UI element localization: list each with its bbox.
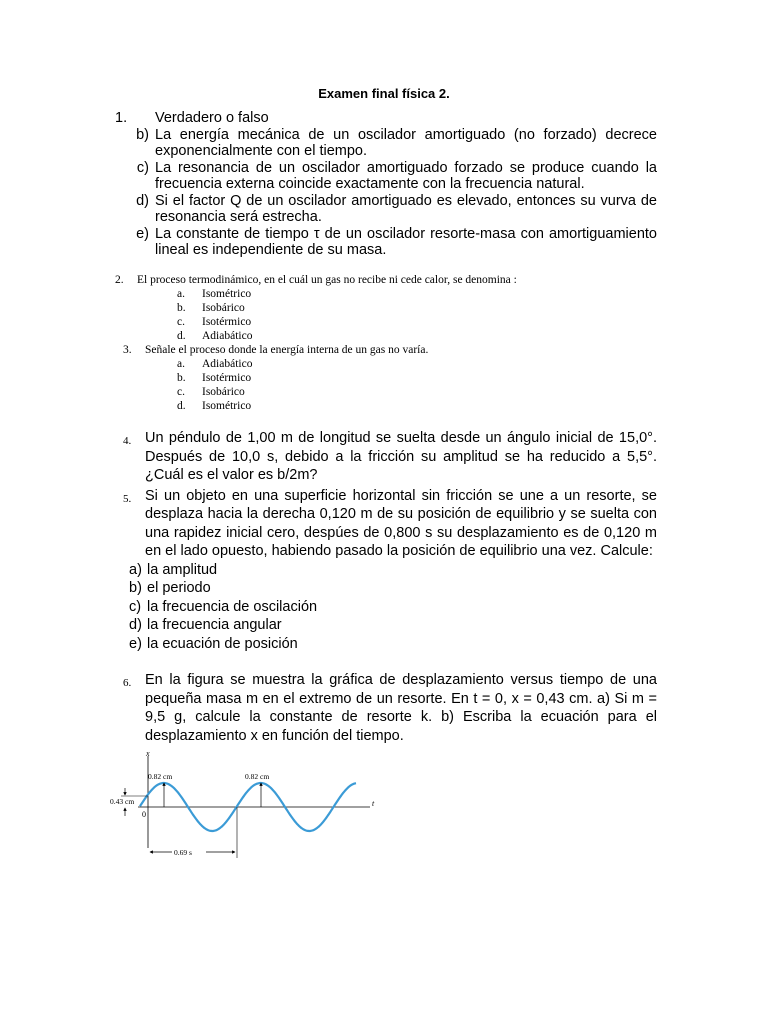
- item-label: c): [136, 159, 149, 176]
- question-1: [115, 110, 657, 259]
- item-text: la frecuencia angular: [147, 617, 282, 633]
- item-label: d): [136, 192, 149, 209]
- option-label: b.: [177, 372, 186, 384]
- option-text: Isotérmico: [202, 372, 252, 384]
- question-5-number: 5.: [123, 492, 132, 505]
- x-axis-label: x: [146, 749, 150, 758]
- option: [177, 287, 517, 301]
- item-text: el periodo: [147, 580, 211, 596]
- question-6: [123, 671, 657, 745]
- amplitude-label-2: 0.82 cm: [245, 772, 270, 781]
- question-1-item: [115, 226, 657, 259]
- initial-displacement-label: 0.43 cm: [110, 797, 135, 806]
- t-axis-label: t: [372, 799, 375, 808]
- item-label: b): [136, 126, 149, 143]
- option: [177, 399, 428, 413]
- option-text: Adiabático: [202, 330, 253, 342]
- question-6-text: En la figura se muestra la gráfica de desplazamiento versus tiempo de una pequeña masa m en el extremo de un resorte. En t = 0, x = 0,43 cm. a) Si m = 9,5 g, calcule la constante de resorte k. b) Escriba la ecuación para el desplazamiento x en función del tiempo.: [145, 672, 657, 744]
- option-label: c.: [177, 386, 185, 398]
- item-text: La energía mecánica de un oscilador amortiguado (no forzado) decrece exponencialmente con el tiempo.: [155, 126, 657, 159]
- exam-title: Examen final física 2.: [318, 86, 450, 101]
- item-label: e): [129, 635, 142, 652]
- item-label: c): [129, 598, 142, 615]
- option-label: d.: [177, 330, 186, 342]
- item-text: la ecuación de posición: [147, 635, 298, 652]
- option: [177, 357, 428, 371]
- question-5-text: Si un objeto en una superficie horizontal sin fricción se une a un resorte, se desplaza hacia la derecha 0,120 m de su posición de equilibrio y se suelta con una rapidez inicial cero, despúes de 0,800 s su desplazamiento es de 0,120 m en el lado opuesto, habiendo pasado la posición de equilibrio una vez. Calcule:: [145, 487, 657, 559]
- option-label: d.: [177, 400, 186, 412]
- option: [177, 371, 428, 385]
- question-3-number: 3.: [123, 344, 132, 356]
- question-1-item: [115, 193, 657, 226]
- question-5: [123, 487, 657, 561]
- option: [177, 301, 517, 315]
- option: [177, 315, 517, 329]
- amplitude-label-1: 0.82 cm: [148, 772, 173, 781]
- period-label: 0.69 s: [174, 848, 192, 857]
- option-text: Isométrico: [202, 288, 252, 300]
- question-4-5: [123, 429, 657, 653]
- question-5-item: [121, 616, 657, 635]
- item-label: b): [129, 580, 142, 596]
- option-text: Isométrico: [202, 400, 252, 412]
- option-text: Isotérmico: [202, 316, 252, 328]
- question-2-text: El proceso termodinámico, en el cuál un gas no recibe ni cede calor, se denomina :: [137, 274, 517, 286]
- item-text: La resonancia de un oscilador amortiguado forzado se produce cuando la frecuencia externa coincide exactamente con la frecuencia natural.: [155, 159, 657, 192]
- question-5-items: [121, 561, 657, 654]
- question-5-item: [121, 561, 657, 580]
- question-1-item: [115, 160, 657, 193]
- item-label: e): [136, 225, 149, 242]
- question-1-heading-text: Verdadero o falso: [155, 110, 269, 126]
- question-6-number: 6.: [123, 677, 132, 689]
- question-2: [115, 273, 517, 343]
- displacement-time-figure: [108, 748, 392, 860]
- option-label: c.: [177, 316, 185, 328]
- question-3: [123, 343, 428, 413]
- origin-label: 0: [142, 810, 146, 819]
- option-text: Isobárico: [202, 386, 245, 398]
- option: [177, 329, 517, 343]
- item-label: d): [129, 617, 142, 633]
- question-5-item: [121, 579, 657, 598]
- option-label: a.: [177, 288, 185, 300]
- question-1-number: 1.: [115, 110, 128, 126]
- option-text: Isobárico: [202, 302, 245, 314]
- item-text: la frecuencia de oscilación: [147, 598, 318, 615]
- option-text: Adiabático: [202, 358, 253, 370]
- option-label: a.: [177, 358, 185, 370]
- item-label: a): [129, 561, 142, 578]
- question-5-item: [121, 635, 657, 654]
- question-3-text: Señale el proceso donde la energía interna de un gas no varía.: [145, 344, 429, 356]
- question-5-item: [121, 598, 657, 617]
- question-4: [123, 429, 657, 485]
- option-label: b.: [177, 302, 186, 314]
- question-2-number: 2.: [115, 274, 124, 286]
- question-1-item: [115, 127, 657, 160]
- question-4-number: 4.: [123, 435, 132, 447]
- item-text: la amplitud: [147, 561, 218, 578]
- item-text: La constante de tiempo τ de un oscilador resorte-masa con amortiguamiento lineal es independiente de su masa.: [155, 225, 657, 258]
- option: [177, 385, 428, 399]
- question-4-text: Un péndulo de 1,00 m de longitud se suelta desde un ángulo inicial de 15,0°. Después de 10,0 s, debido a la fricción su amplitud se ha reducido a 5,5°. ¿Cuál es el valor es b/2m?: [145, 430, 657, 483]
- question-1-heading: [115, 110, 657, 127]
- item-text: Si el factor Q de un oscilador amortiguado es elevado, entonces su vurva de resonancia será estrecha.: [155, 192, 657, 225]
